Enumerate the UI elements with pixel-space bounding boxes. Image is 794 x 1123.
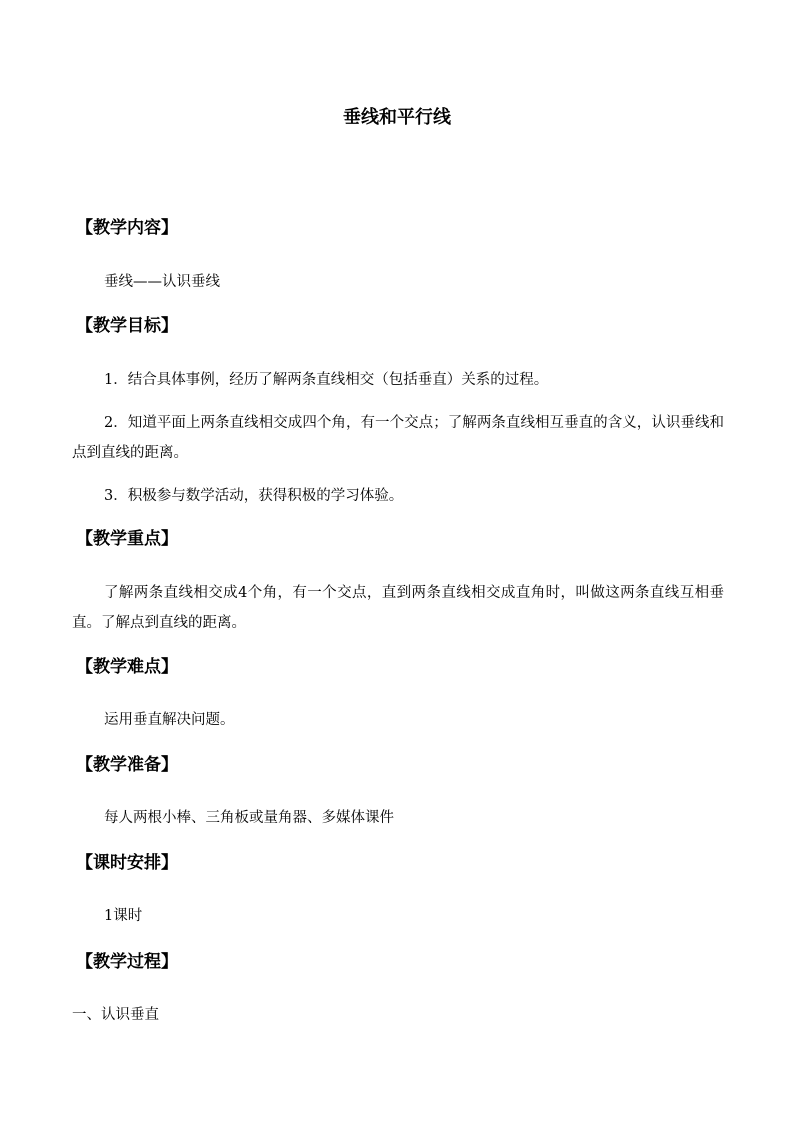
objective-item-3: 3．积极参与数学活动，获得积极的学习体验。 [104,488,404,504]
key-points-text: 了解两条直线相交成4个角，有一个交点，直到两条直线相交成直角时，叫做这两条直线互相垂直。了解点到直线的距离。 [72,585,724,631]
page-title: 垂线和平行线 [343,107,451,128]
objective-item-2: 2．知道平面上两条直线相交成四个角，有一个交点；了解两条直线相互垂直的含义，认识垂线和点到直线的距离。 [72,415,724,461]
heading-schedule: 【课时安排】 [76,853,178,873]
heading-difficulties: 【教学难点】 [76,657,178,677]
heading-preparation: 【教学准备】 [76,755,178,775]
preparation-text: 每人两根小棒、三角板或量角器、多媒体课件 [104,810,394,826]
schedule-text: 1课时 [104,908,143,924]
heading-objectives: 【教学目标】 [76,316,178,336]
difficulties-text: 运用垂直解决问题。 [104,712,235,728]
objective-item-1: 1．结合具体事例，经历了解两条直线相交（包括垂直）关系的过程。 [104,372,549,388]
heading-process: 【教学过程】 [76,952,178,972]
content-text: 垂线——认识垂线 [104,274,220,290]
heading-content: 【教学内容】 [76,218,178,238]
process-step-1: 一、认识垂直 [72,1007,159,1023]
heading-key-points: 【教学重点】 [76,529,178,549]
